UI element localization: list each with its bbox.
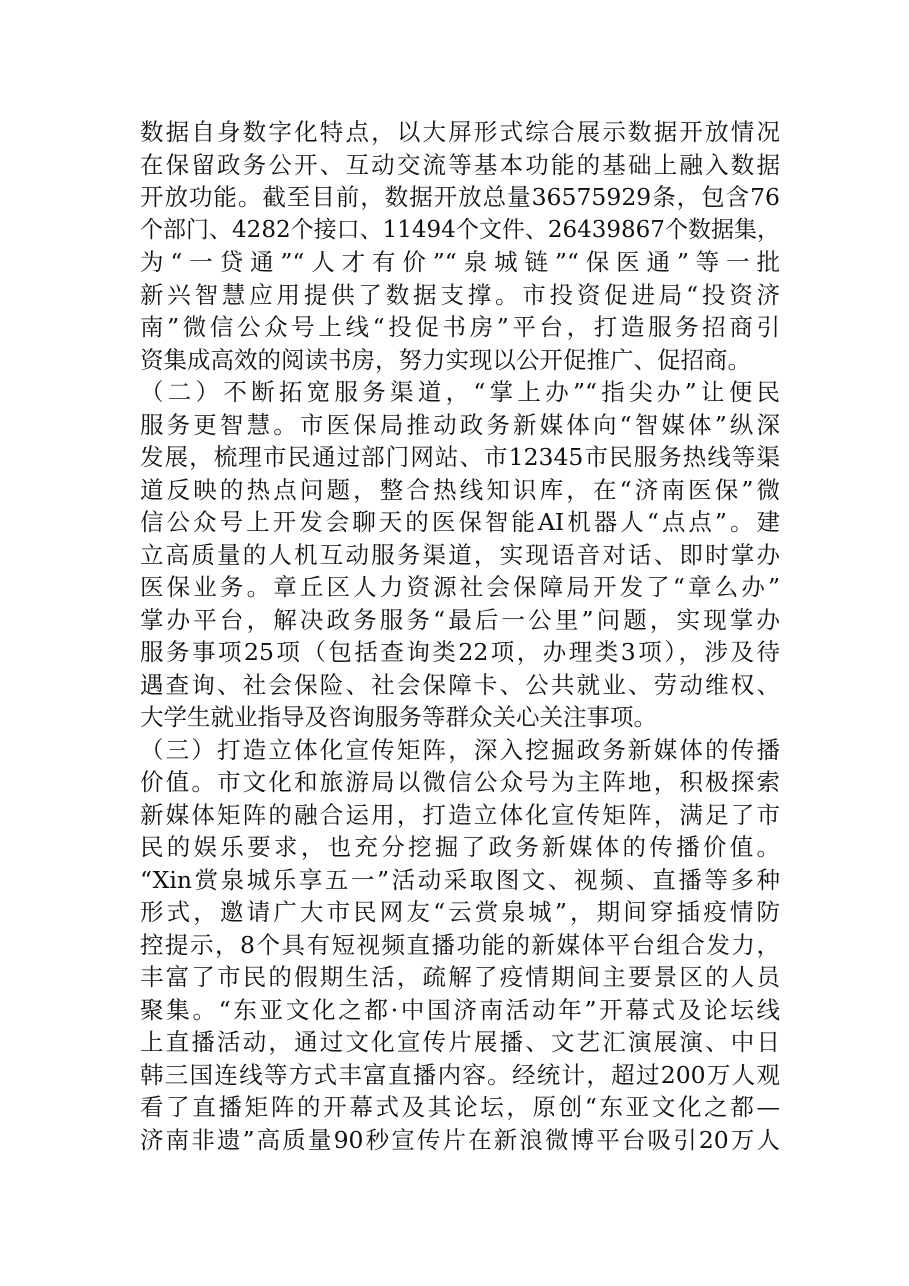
text-line: 新媒体矩阵的融合运用，打造立体化宣传矩阵，满足了市 <box>140 800 780 829</box>
text-line: 大学生就业指导及咨询服务等群众关心关注事项。 <box>140 703 657 731</box>
text-line: 数据自身数字化特点，以大屏形式综合展示数据开放情况 <box>140 118 780 146</box>
text-line: 南”微信公众号上线“投促书房”平台，打造服务招商引 <box>140 313 780 341</box>
text-line: 丰富了市民的假期生活，疏解了疫情期间主要景区的人员 <box>140 963 780 991</box>
text-line: 服务事项25项（包括查询类22项，办理类3项），涉及待 <box>140 638 780 666</box>
text-line: 价值。市文化和旅游局以微信公众号为主阵地，积极探索 <box>140 768 780 796</box>
text-line: 控提示，8个具有短视频直播功能的新媒体平台组合发力， <box>140 930 780 959</box>
text-line: 遇查询、社会保险、社会保障卡、公共就业、劳动维权、 <box>140 670 780 699</box>
text-line: 掌办平台，解决政务服务“最后一公里”问题，实现掌办 <box>140 605 780 634</box>
section-heading-line: （二）不断拓宽服务渠道，“掌上办”“指尖办”让便民 <box>140 378 780 406</box>
text-line: 上直播活动，通过文化宣传片展播、文艺汇演展演、中日 <box>140 1028 780 1056</box>
text-line: 个部门、4282个接口、11494个文件、26439867个数据集， <box>140 216 780 243</box>
text-line: 聚集。“东亚文化之都·中国济南活动年”开幕式及论坛线 <box>140 995 780 1024</box>
body-text <box>140 116 780 1156</box>
text-line: 看了直播矩阵的开幕式及其论坛，原创“东亚文化之都— <box>140 1093 780 1121</box>
text-line: 发展，梳理市民通过部门网站、市12345市民服务热线等渠 <box>140 443 780 471</box>
text-line: 在保留政务公开、互动交流等基本功能的基础上融入数据 <box>140 150 780 179</box>
text-line: “Xin赏泉城乐享五一”活动采取图文、视频、直播等多种 <box>140 865 780 894</box>
text-line: 信公众号上开发会聊天的医保智能AI机器人“点点”。建 <box>140 508 780 536</box>
section-heading-line: （三）打造立体化宣传矩阵，深入挖掘政务新媒体的传播 <box>140 735 780 764</box>
text-line: 新兴智慧应用提供了数据支撑。市投资促进局“投资济 <box>140 280 780 309</box>
text-line: 形式，邀请广大市民网友“云赏泉城”，期间穿插疫情防 <box>140 898 780 926</box>
text-line: 韩三国连线等方式丰富直播内容。经统计，超过200万人观 <box>140 1060 780 1089</box>
text-line: 为“一贷通”“人才有价”“泉城链”“保医通”等一批 <box>140 248 780 276</box>
text-line: 民的娱乐要求，也充分挖掘了政务新媒体的传播价值。 <box>140 833 780 861</box>
text-line: 医保业务。章丘区人力资源社会保障局开发了“章么办” <box>140 573 780 601</box>
text-line: 资集成高效的阅读书房，努力实现以公开促推广、促招商。 <box>140 345 751 374</box>
text-line: 道反映的热点问题，整合热线知识库，在“济南医保”微 <box>140 475 780 504</box>
text-line: 济南非遗”高质量90秒宣传片在新浪微博平台吸引20万人 <box>140 1125 780 1154</box>
text-line: 开放功能。截至目前，数据开放总量36575929条，包含76 <box>140 183 780 211</box>
text-line: 立高质量的人机互动服务渠道，实现语音对话、即时掌办 <box>140 540 780 569</box>
text-line: 服务更智慧。市医保局推动政务新媒体向“智媒体”纵深 <box>140 410 780 439</box>
